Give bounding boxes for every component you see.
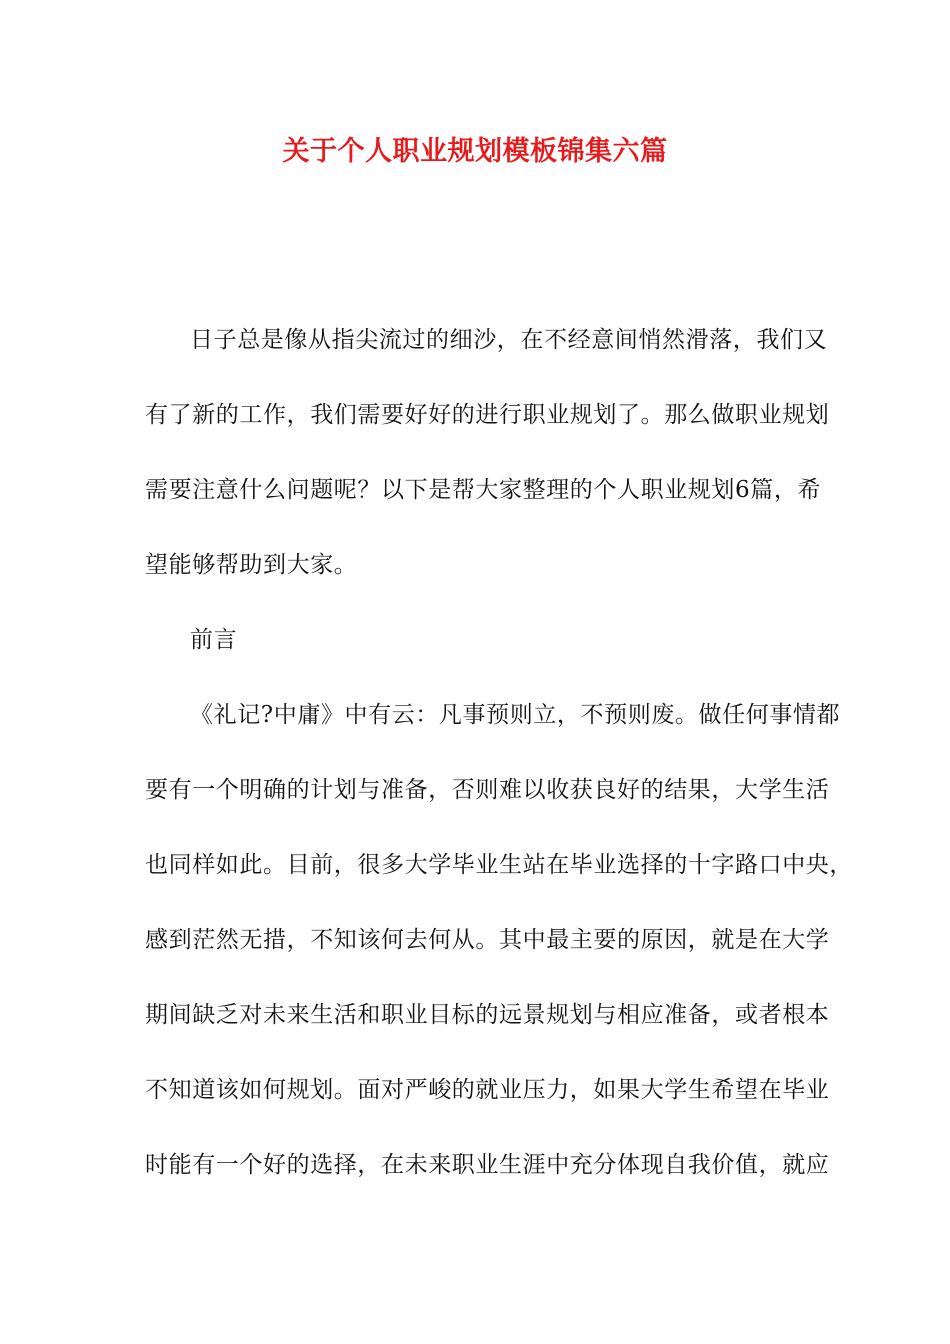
paragraph-line: 日子总是像从指尖流过的细沙，在不经意间悄然滑落，我们又 xyxy=(190,327,828,353)
paragraph-line: 感到茫然无措，不知该何去何从。其中最主要的原因，就是在大学 xyxy=(145,927,830,953)
paragraph-line: 需要注意什么问题呢？以下是帮大家整理的个人职业规划6篇，希 xyxy=(145,477,822,503)
section-heading-preface: 前言 xyxy=(190,627,238,653)
paragraph-line: 不知道该如何规划。面对严峻的就业压力，如果大学生希望在毕业 xyxy=(145,1077,830,1103)
paragraph-line: 时能有一个好的选择，在未来职业生涯中充分体现自我价值，就应 xyxy=(145,1152,830,1178)
paragraph-line: 也同样如此。目前，很多大学毕业生站在毕业选择的十字路口中央， xyxy=(145,852,853,878)
paragraph-line: 有了新的工作，我们需要好好的进行职业规划了。那么做职业规划 xyxy=(145,402,830,428)
paragraph-line: 望能够帮助到大家。 xyxy=(145,552,358,578)
paragraph-line: 《礼记?中庸》中有云：凡事预则立，不预则废。做任何事情都 xyxy=(190,702,841,728)
paragraph-line: 期间缺乏对未来生活和职业目标的远景规划与相应准备，或者根本 xyxy=(145,1002,830,1028)
document-title: 关于个人职业规划模板锦集六篇 xyxy=(282,136,668,167)
paragraph-line: 要有一个明确的计划与准备，否则难以收获良好的结果，大学生活 xyxy=(145,777,830,803)
